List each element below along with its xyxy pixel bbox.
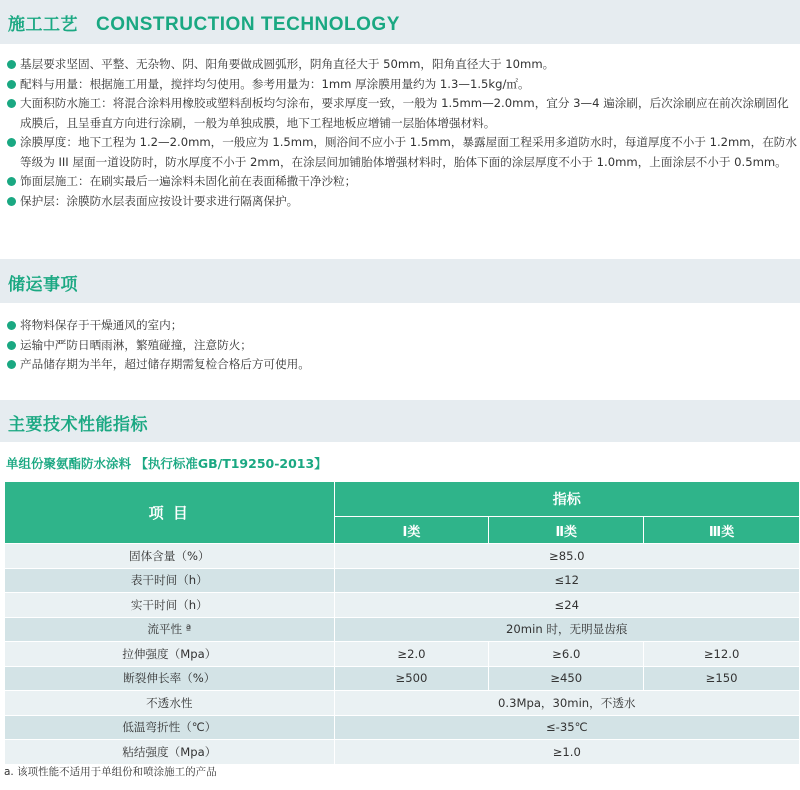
bullet-icon [7,360,16,369]
construction-title-en: CONSTRUCTION TECHNOLOGY [96,14,400,35]
row-label: 拉伸强度（Mpa） [5,642,335,667]
row-label: 不透水性 [5,691,335,716]
table-row [5,715,800,740]
table-row [5,593,800,618]
row-value: ≤24 [334,593,799,618]
row-value: ≥85.0 [334,544,799,569]
specs-title: 主要技术性能指标 [8,415,148,435]
row-label: 断裂伸长率（%） [5,666,335,691]
row-value: 0.3Mpa，30min，不透水 [334,691,799,716]
table-row [5,691,800,716]
list-item: 运输中严防日晒雨淋，繁殖碰撞，注意防火； [6,336,798,356]
table-row [5,544,800,569]
storage-title: 储运事项 [8,275,78,295]
footnote: a. 该项性能不适用于单组份和喷涂施工的产品 [4,766,217,778]
list-item: 饰面层施工：在刷实最后一遍涂料未固化前在表面稀撒干净沙粒； [6,172,798,192]
storage-header-band [0,259,800,303]
header-indicator: 指标 [334,482,799,517]
row-value: 20min 时，无明显齿痕 [334,617,799,642]
bullet-icon [7,138,16,147]
table-row [5,617,800,642]
row-label: 固体含量（%） [5,544,335,569]
row-value-class-3: ≥150 [644,666,800,691]
list-item: 涂膜厚度：地下工程为 1.2—2.0mm，一般应为 1.5mm，厕浴间不应小于 1.5mm，暴露屋面工程采用多道防水时，每道厚度不小于 1.2mm，在防水等级为 III 屋面一道设防时，防水厚度不小于 2mm，在涂层间加铺胎体增强材料时，胎体下面的涂层厚度不小于 1.0mm，上面涂层不小于 0.5mm。 [6,133,798,172]
bullet-icon [7,341,16,350]
header-class-1: Ⅰ类 [334,517,489,544]
list-item: 产品储存期为半年，超过储存期需复检合格后方可使用。 [6,355,798,375]
header-class-2: Ⅱ类 [489,517,644,544]
header-class-3: Ⅲ类 [644,517,800,544]
list-item: 配料与用量：根据施工用量，搅拌均匀使用。参考用量为：1mm 厚涂膜用量约为 1.3—1.5kg/㎡。 [6,75,798,95]
bullet-icon [7,197,16,206]
list-item: 将物料保存于干燥通风的室内； [6,316,798,336]
row-label: 低温弯折性（℃） [5,715,335,740]
row-label: 表干时间（h） [5,568,335,593]
row-value: ≤-35℃ [334,715,799,740]
product-subtitle: 单组份聚氨酯防水涂料 【执行标准GB/T19250-2013】 [6,456,327,471]
row-value: ≤12 [334,568,799,593]
construction-list [6,55,798,211]
row-value-class-2: ≥6.0 [489,642,644,667]
row-value-class-1: ≥500 [334,666,489,691]
header-item: 项 目 [5,482,335,544]
table-row [5,666,800,691]
row-value-class-3: ≥12.0 [644,642,800,667]
row-label: 流平性 ª [5,617,335,642]
bullet-icon [7,99,16,108]
construction-title-cn: 施工工艺 [8,15,78,35]
bullet-icon [7,321,16,330]
list-item: 大面积防水施工：将混合涂料用橡胶或塑料刮板均匀涂布，要求厚度一致，一般为 1.5mm—2.0mm，宜分 3—4 遍涂刷，后次涂刷应在前次涂刷固化成膜后，且呈垂直方向进行涂刷，一般为单独成膜，地下工程地板应增铺一层胎体增强材料。 [6,94,798,133]
row-label: 实干时间（h） [5,593,335,618]
row-value-class-2: ≥450 [489,666,644,691]
construction-title [8,10,400,36]
list-item: 基层要求坚固、平整、无杂物、阴、阳角要做成圆弧形，阴角直径大于 50mm，阳角直径大于 10mm。 [6,55,798,75]
row-value-class-1: ≥2.0 [334,642,489,667]
bullet-icon [7,177,16,186]
spec-table [4,481,800,765]
row-label: 粘结强度（Mpa） [5,740,335,765]
table-row [5,642,800,667]
bullet-icon [7,60,16,69]
table-row [5,740,800,765]
table-row [5,568,800,593]
storage-list [6,316,798,375]
list-item: 保护层：涂膜防水层表面应按设计要求进行隔离保护。 [6,192,798,212]
bullet-icon [7,80,16,89]
row-value: ≥1.0 [334,740,799,765]
